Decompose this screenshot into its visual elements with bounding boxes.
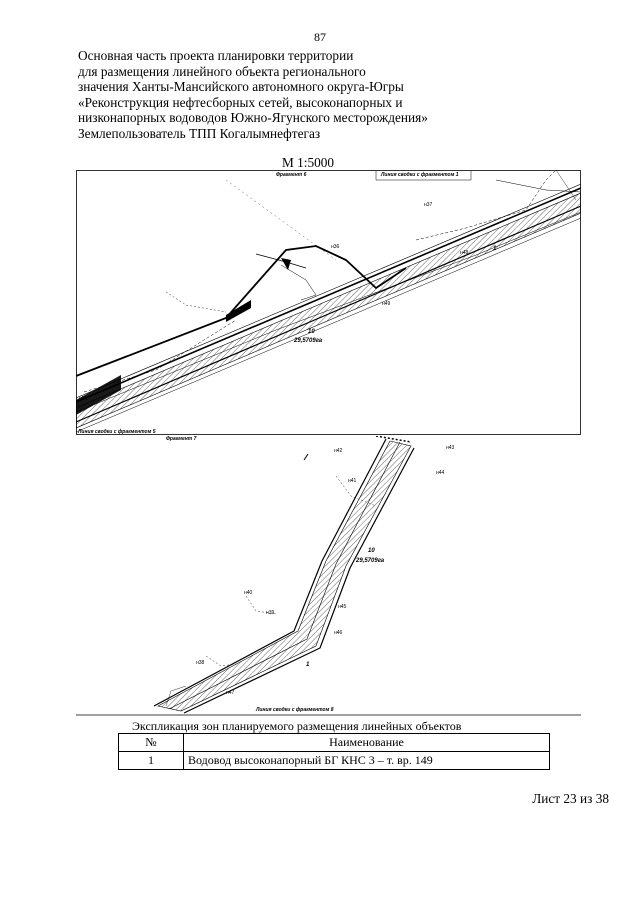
column-header-name: Наименование: [184, 734, 550, 752]
area-number: 10: [368, 548, 375, 554]
explication-title: Экспликация зон планируемого размещения линейных объектов: [132, 719, 462, 733]
sheet-number: Лист 23 из 38: [532, 791, 609, 806]
map-scale: М 1:5000: [282, 155, 335, 170]
point-label: н36: [331, 244, 340, 250]
row-number: 1: [119, 752, 184, 770]
link-line-label-top: Линия сводки с фрагментом 1: [381, 172, 459, 178]
fragment-label: Фрагмент 7: [166, 436, 197, 442]
point-label: н41: [348, 478, 357, 484]
area-value: 29,5709га: [294, 338, 323, 344]
row-name: Водовод высоконапорный БГ КНС 3 – т. вр. 149: [184, 752, 550, 770]
point-label: н48: [460, 250, 469, 256]
explication-table: [118, 733, 550, 770]
map-fragment-7: [76, 436, 581, 716]
hatched-corridor: [158, 441, 411, 711]
point-label: н46: [334, 630, 343, 636]
point-label: н39: [266, 610, 275, 616]
area-number: 10: [308, 329, 315, 335]
point-label: н49: [382, 301, 391, 307]
point-label: н45: [338, 604, 347, 610]
zone-number: 1: [306, 662, 310, 668]
title-line: «Реконструкция нефтесборных сетей, высоконапорных и: [78, 94, 403, 110]
point-label: н50: [79, 396, 88, 402]
point-label: н42: [334, 448, 343, 454]
fragment-label: Фрагмент 6: [276, 172, 307, 178]
link-line-label-bottom: Линия сводки с фрагментом 5: [78, 429, 156, 435]
table-header-row: [119, 734, 550, 752]
title-line: Землепользователь ТПП Когалымнефтегаз: [78, 125, 321, 141]
area-value: 29,5709га: [356, 558, 385, 564]
title-line: Основная часть проекта планировки территории: [78, 48, 354, 63]
point-label: н44: [436, 470, 445, 476]
point-label: н37: [424, 202, 433, 208]
column-header-number: №: [119, 734, 184, 752]
point-label: н38: [196, 660, 205, 666]
document-title: [78, 48, 548, 142]
map-fragment-6: [76, 170, 581, 435]
point-label: н47: [226, 690, 235, 696]
point-label: н43: [446, 445, 455, 451]
link-line-label-bottom: Линия сводки с фрагментом 8: [256, 707, 334, 713]
table-row: [119, 752, 550, 770]
page-number: 87: [314, 30, 326, 44]
title-line: низконапорных водоводов Южно-Ягунского месторождения»: [78, 110, 428, 126]
title-line: значения Ханты-Мансийского автономного округа-Югры: [78, 79, 404, 95]
zone-number: 1: [493, 246, 497, 252]
point-label: н40: [244, 590, 253, 596]
title-line: для размещения линейного объекта регионального: [78, 63, 366, 79]
